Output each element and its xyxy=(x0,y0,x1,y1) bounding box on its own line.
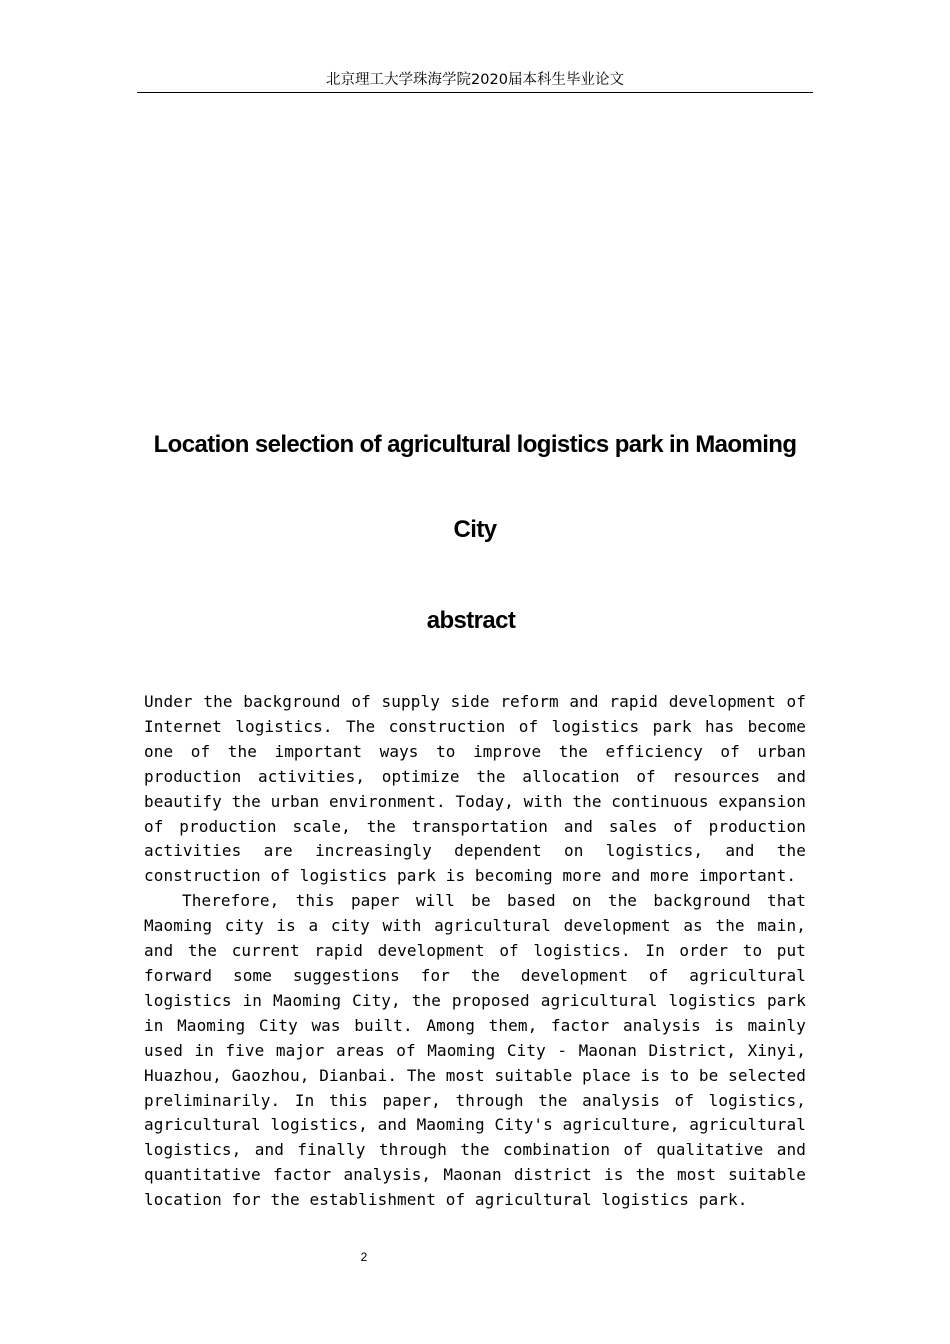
abstract-heading: abstract xyxy=(426,607,516,634)
abstract-paragraph-2: Therefore, this paper will be based on the background that Maoming city is a city with agricultural development as the main, and the current rapid development of logistics. In order to put forward some suggestions for the development of agricultural logistics in Maoming City, the proposed agricultural logistics park in Maoming City was built. Among them, factor analysis is mainly used in five major areas of Maoming City - Maonan District, Xinyi, Huazhou, Gaozhou, Dianbai. The most suitable place is to be selected preliminarily. In this paper, through the analysis of logistics, agricultural logistics, and Maoming City's agriculture, agricultural logistics, and finally through the combination of qualitative and quantitative factor analysis, Maonan district is the most suitable location for the establishment of agricultural logistics park. xyxy=(144,891,806,1210)
header-rule xyxy=(137,92,813,93)
running-header: 北京理工大学珠海学院2020届本科生毕业论文 xyxy=(326,72,624,88)
abstract-paragraph-1: Under the background of supply side reform and rapid development of Internet logistics. The construction of logistics park has become one of the important ways to improve the efficiency of urban production activities, optimize the allocation of resources and beautify the urban environment. Today, with the continuous expansion of production scale, the transportation and sales of production activities are increasingly dependent on logistics, and the construction of logistics park is becoming more and more important. xyxy=(144,692,806,886)
page-number: 2 xyxy=(360,1250,368,1264)
abstract-body xyxy=(144,690,806,1213)
paper-title-line-1: Location selection of agricultural logistics park in Maoming xyxy=(153,431,797,458)
paper-title-line-2: City xyxy=(453,516,497,543)
